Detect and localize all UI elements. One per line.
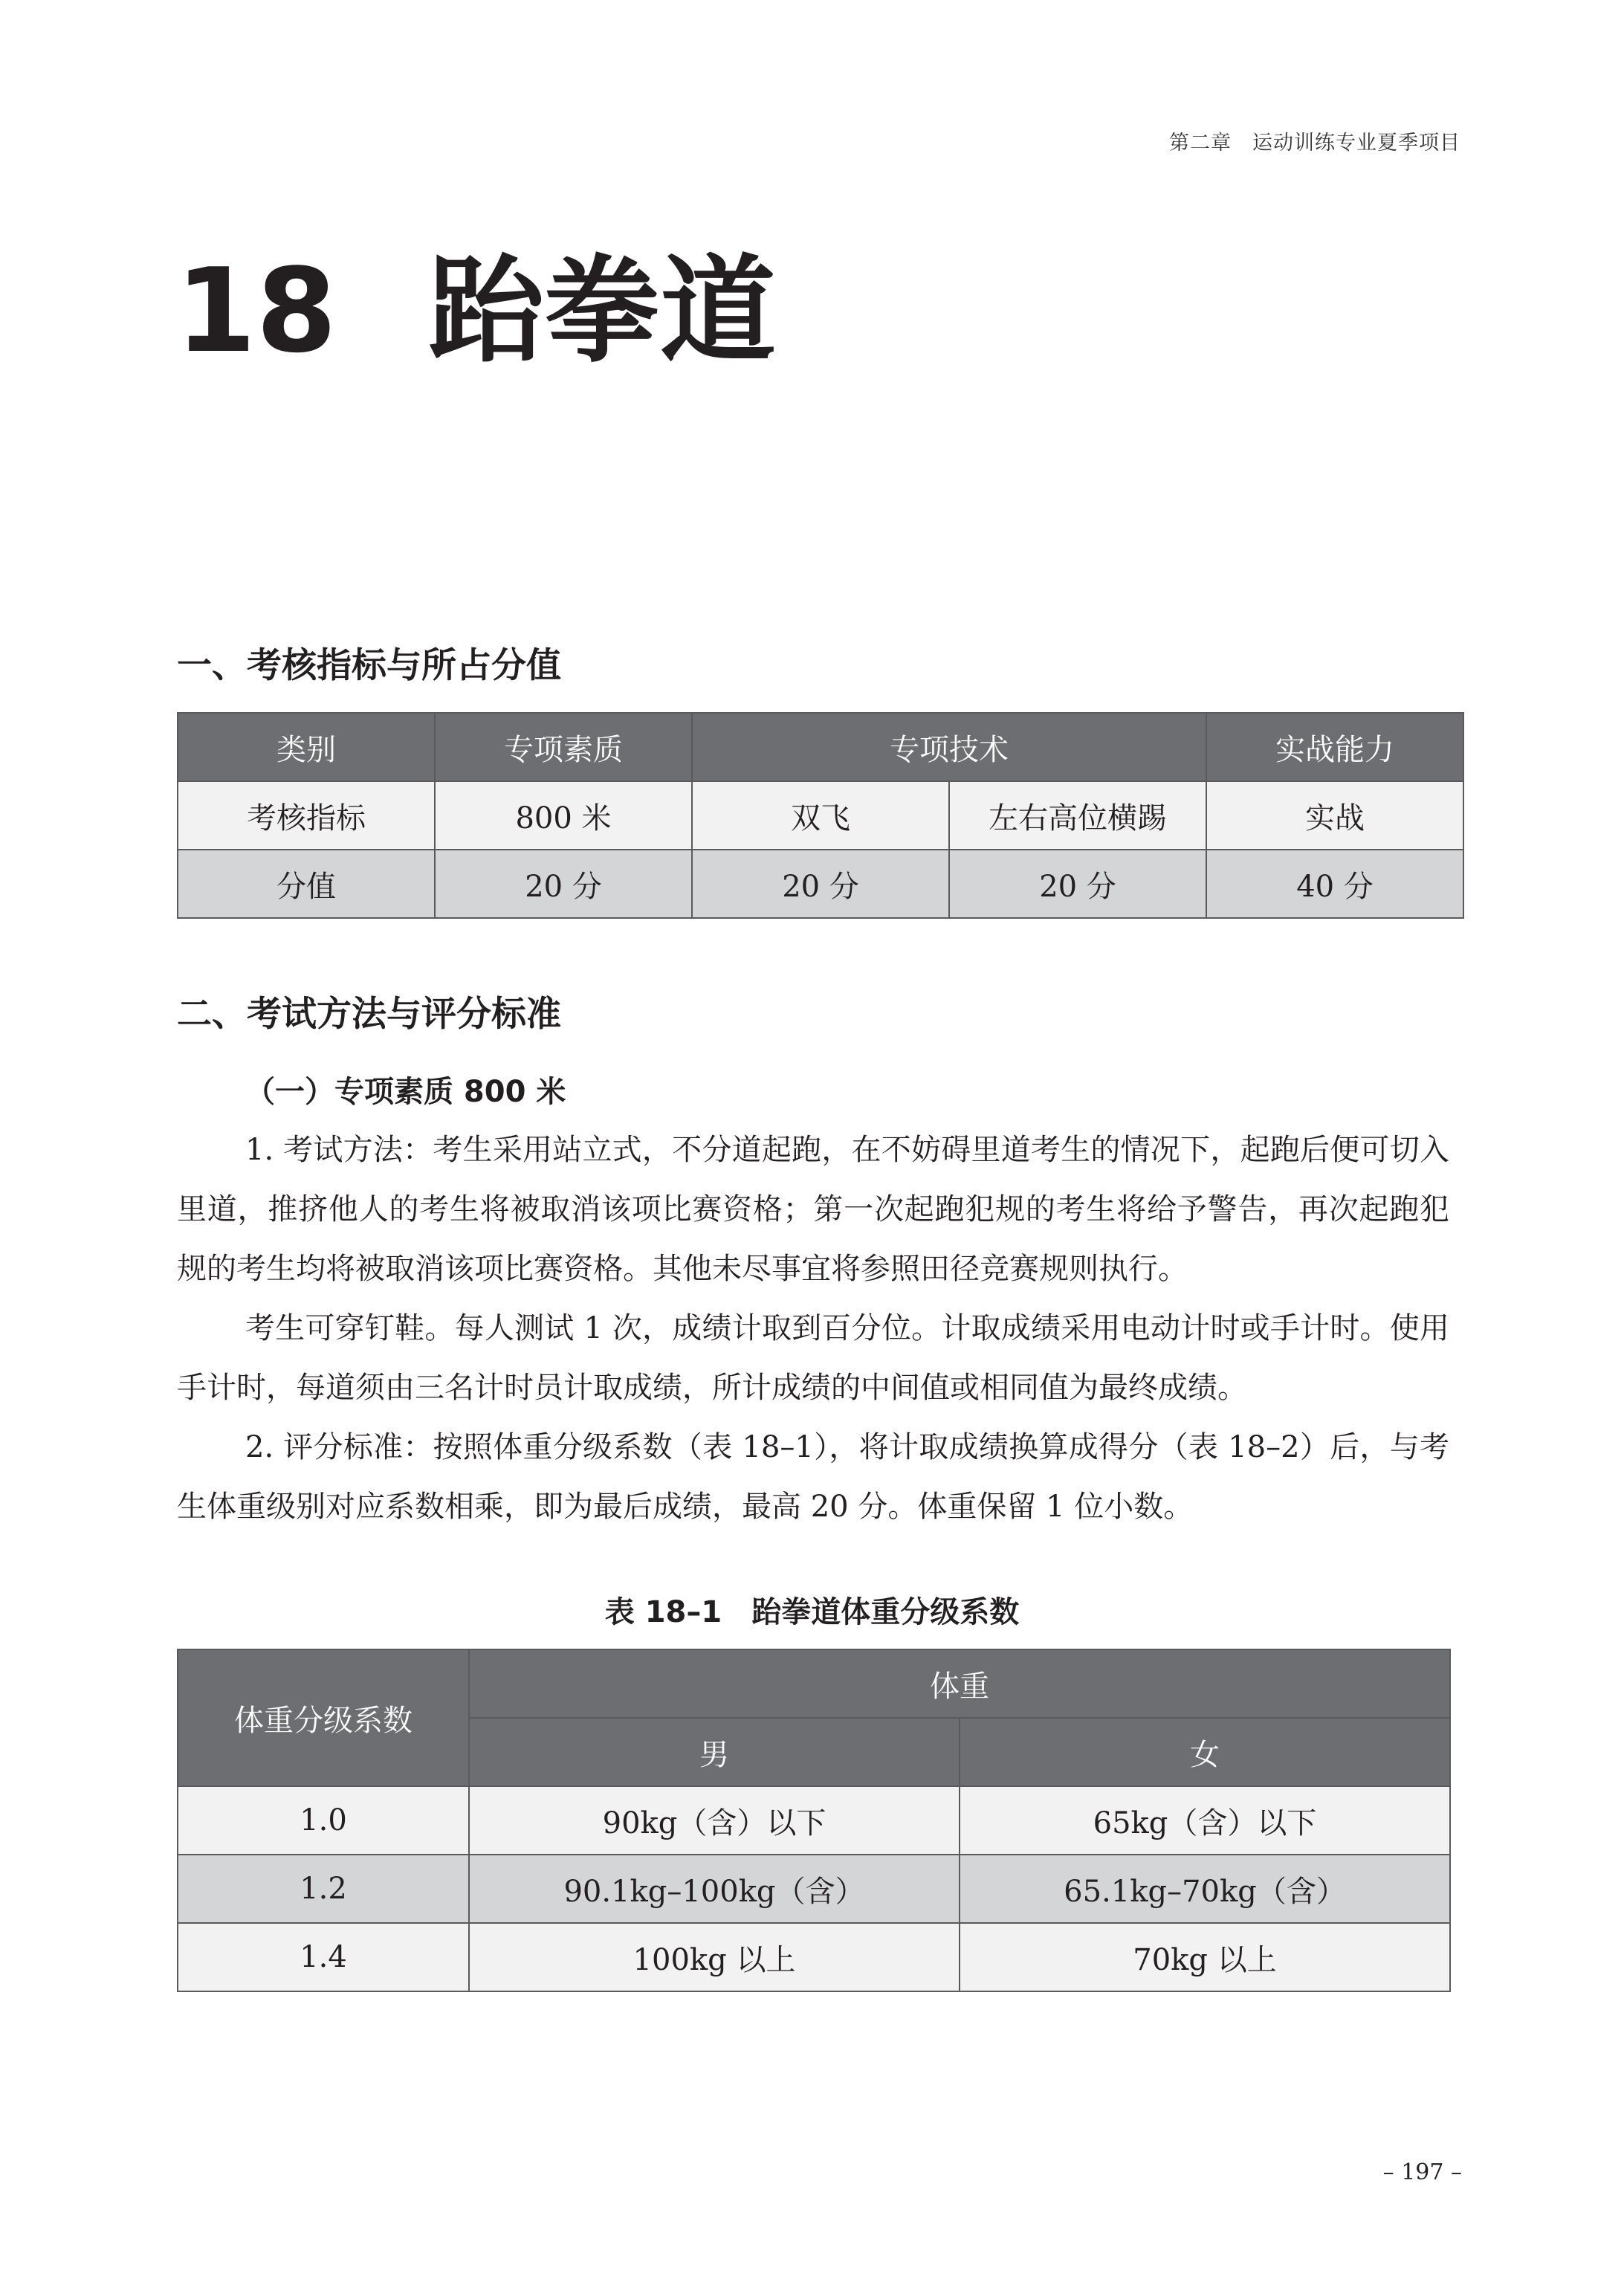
table-cell: 1.0 (178, 1786, 469, 1855)
running-header: 第二章 运动训练专业夏季项目 (1169, 132, 1460, 155)
subsection-heading: （一）专项素质 800 米 (245, 1075, 566, 1109)
weight-coefficient-table (177, 1649, 1451, 1992)
header-special-quality: 专项素质 (435, 713, 692, 781)
section-heading-2: 二、考试方法与评分标准 (177, 994, 561, 1035)
header-coefficient: 体重分级系数 (178, 1649, 469, 1786)
header-combat-ability: 实战能力 (1206, 713, 1463, 781)
header-female: 女 (960, 1718, 1450, 1786)
page-number: – 197 – (1382, 2159, 1462, 2185)
table-cell: 100kg 以上 (469, 1923, 960, 1991)
table-cell: 双飞 (692, 781, 949, 850)
table-cell: 40 分 (1206, 850, 1463, 918)
table-cell: 20 分 (949, 850, 1206, 918)
table-cell: 65kg（含）以下 (960, 1786, 1450, 1855)
chapter-number: 18 (175, 243, 337, 378)
table-cell: 90kg（含）以下 (469, 1786, 960, 1855)
body-text (177, 1120, 1449, 1536)
table-cell: 1.4 (178, 1923, 469, 1991)
table-cell: 65.1kg–70kg（含） (960, 1855, 1450, 1923)
table-cell: 1.2 (178, 1855, 469, 1923)
row-indicator-label: 考核指标 (178, 781, 435, 850)
assessment-table (177, 712, 1464, 919)
table-cell: 90.1kg–100kg（含） (469, 1855, 960, 1923)
table-cell: 20 分 (692, 850, 949, 918)
section-heading-1: 一、考核指标与所占分值 (177, 645, 561, 686)
paragraph: 1. 考试方法：考生采用站立式，不分道起跑，在不妨碍里道考生的情况下，起跑后便可切入里道，推挤他人的考生将被取消该项比赛资格；第一次起跑犯规的考生将给予警告，再次起跑犯规的考生均将被取消该项比赛资格。其他未尽事宜将参照田径竞赛规则执行。 (177, 1133, 1449, 1286)
header-male: 男 (469, 1718, 960, 1786)
table-cell: 70kg 以上 (960, 1923, 1450, 1991)
paragraph: 考生可穿钉鞋。每人测试 1 次，成绩计取到百分位。计取成绩采用电动计时或手计时。使用手计时，每道须由三名计时员计取成绩，所计成绩的中间值或相同值为最终成绩。 (177, 1311, 1449, 1405)
row-score-label: 分值 (178, 850, 435, 918)
table-caption: 表 18–1 跆拳道体重分级系数 (604, 1595, 1020, 1629)
header-weight: 体重 (469, 1649, 1450, 1718)
table-cell: 实战 (1206, 781, 1463, 850)
header-category: 类别 (178, 713, 435, 781)
header-special-technique: 专项技术 (692, 713, 1206, 781)
table-cell: 左右高位横踢 (949, 781, 1206, 850)
table-cell: 20 分 (435, 850, 692, 918)
paragraph: 2. 评分标准：按照体重分级系数（表 18–1），将计取成绩换算成得分（表 18–2）后，与考生体重级别对应系数相乘，即为最后成绩，最高 20 分。体重保留 1 位小数。 (177, 1430, 1449, 1524)
table-cell: 800 米 (435, 781, 692, 850)
chapter-name: 跆拳道 (428, 243, 776, 378)
chapter-title (175, 243, 776, 378)
